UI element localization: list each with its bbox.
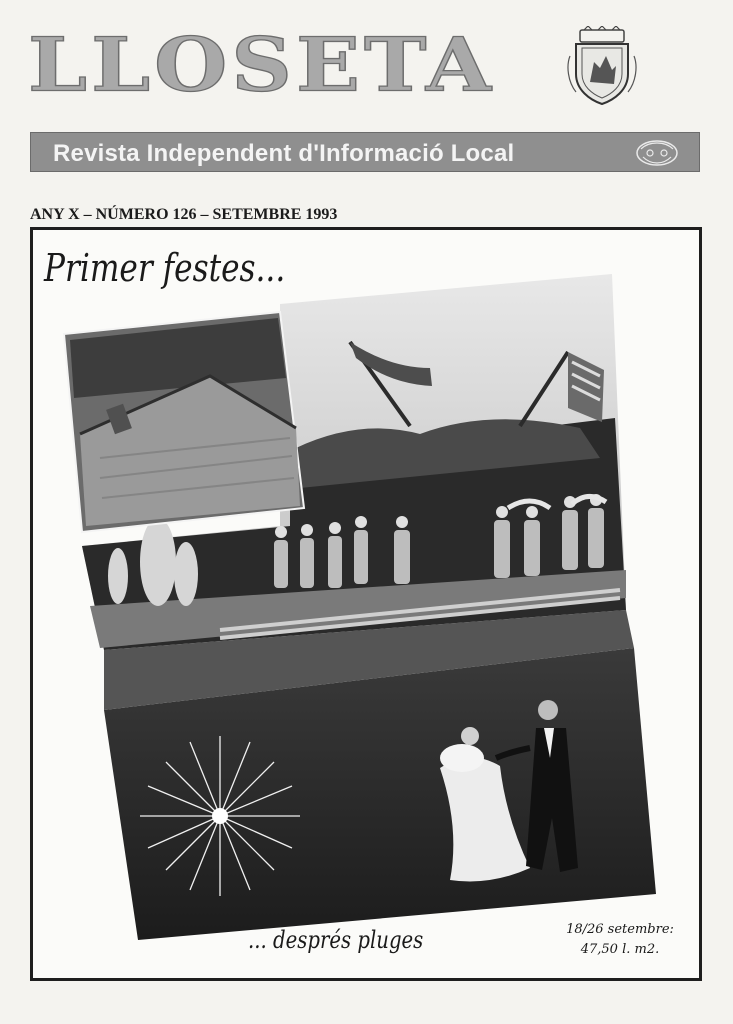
subtitle-banner [30,132,700,172]
bottom-caption: ... després pluges [248,926,424,954]
rainfall-amount: 47,50 l. m2. [580,942,660,957]
publisher-stamp-icon [633,137,681,169]
photo-collage [60,258,680,958]
headline: Primer festes... [44,246,286,290]
masthead-title: LLOSETA [28,20,496,109]
rooftops-photo [64,312,304,532]
issue-info: ANY X – NÚMERO 126 – SETEMBRE 1993 [30,206,338,223]
subtitle-text: Revista Independent d'Informació Local [53,140,515,167]
rainfall-dates: 18/26 setembre: [566,922,674,937]
night-photo [104,610,656,940]
rainfall-note [560,920,680,960]
coat-of-arms-icon [566,26,638,106]
